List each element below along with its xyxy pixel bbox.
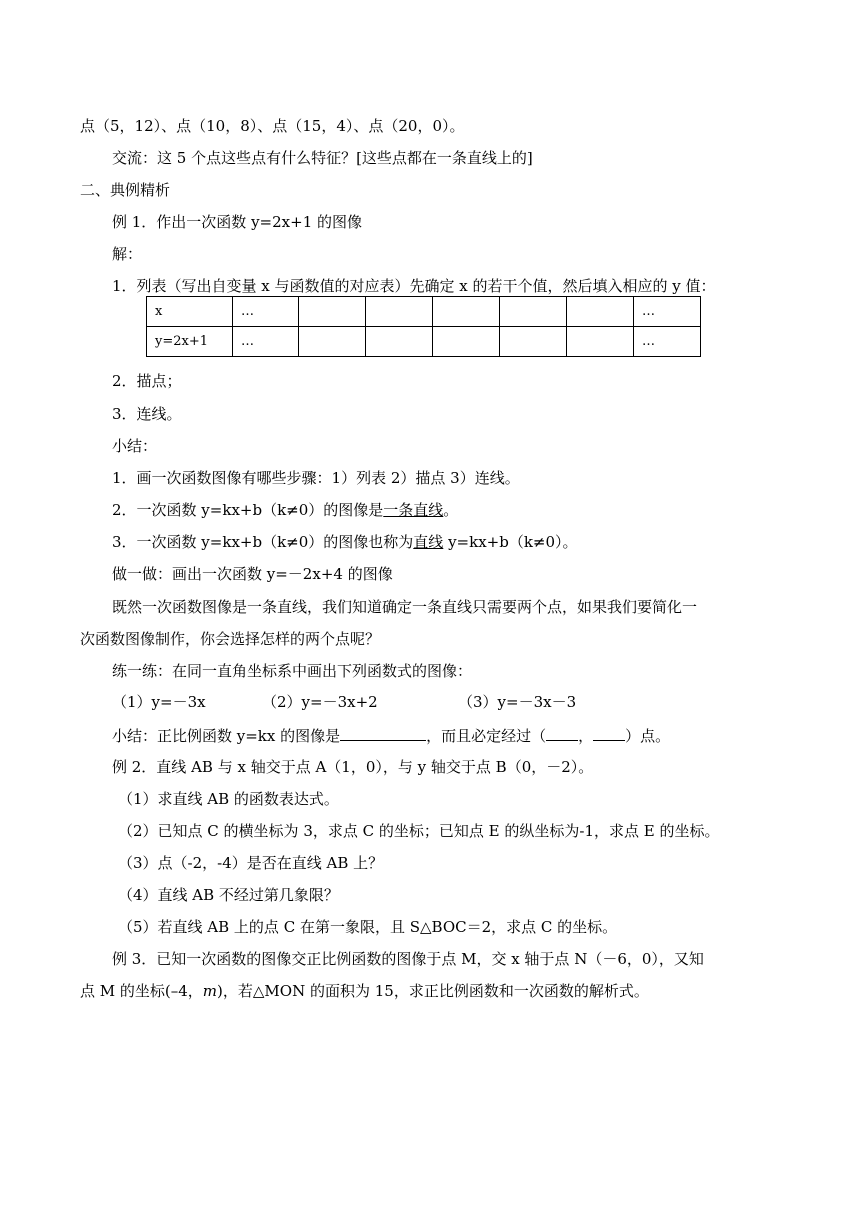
section-heading: 二、典例精析 [80,181,171,199]
table-cell [567,327,634,357]
text-line: 3．连线。 [112,405,182,423]
question-item: （3）点（-2，-4）是否在直线 AB 上？ [118,854,384,872]
table-cell: … [634,327,701,357]
table-cell: … [233,297,299,327]
text-line: 交流：这 5 个点这些点有什么特征？[这些点都在一条直线上的] [112,149,533,167]
text-line: 点（5，12）、点（10，8）、点（15，4）、点（20，0）。 [80,117,465,135]
example-title: 例 2．直线 AB 与 x 轴交于点 A（1，0），与 y 轴交于点 B（0，－2）。 [112,758,594,776]
text-line: 小结： [112,437,158,455]
text-span: ， [578,727,594,745]
text-span: 点 M 的坐标(–4， [80,982,203,1000]
text-span: ，而且必定经过（ [426,727,547,745]
table-cell [500,297,567,327]
text-span: 3．一次函数 y=kx+b（k≠0）的图像也称为 [112,533,414,551]
question-item: （5）若直线 AB 上的点 C 在第一象限，且 S△BOC＝2，求点 C 的坐标。 [118,918,618,936]
example-title: 例 1．作出一次函数 y=2x+1 的图像 [112,213,363,231]
example-title: 例 3．已知一次函数的图像交正比例函数的图像于点 M，交 x 轴于点 N（－6，0），又知 [112,950,704,968]
question-item: （2）已知点 C 的横坐标为 3，求点 C 的坐标；已知点 E 的纵坐标为-1，求点 E 的坐标。 [118,822,720,840]
table-cell: … [634,297,701,327]
text-span: 。 [443,501,459,519]
exercise-item: （1）y=－3x [112,693,206,711]
answer-blank [340,725,426,741]
text-line: 1．列表（写出自变量 x 与函数值的对应表）先确定 x 的若干个值，然后填入相应的 y 值： [112,277,716,295]
table-cell: y=2x+1 [147,327,233,357]
text-span: 2．一次函数 y=kx+b（k≠0）的图像是 [112,501,384,519]
underlined-answer: 一条直线 [383,501,444,519]
text-line [112,725,670,746]
text-line [112,532,578,552]
text-span: ）点。 [625,727,671,745]
answer-blank [593,725,625,741]
underlined-answer: 直线 [413,533,444,551]
table-cell [433,327,500,357]
table-cell [567,297,634,327]
text-span: 小结：正比例函数 y=kx 的图像是 [112,727,341,745]
table-cell [366,327,433,357]
table-cell [433,297,500,327]
table-cell: x [147,297,233,327]
table-row [147,297,701,327]
text-line: 次函数图像制作，你会选择怎样的两个点呢？ [80,630,381,648]
text-span: )，若△MON 的面积为 15，求正比例函数和一次函数的解析式。 [217,982,649,1000]
value-table [146,296,701,357]
text-span: y=kx+b（k≠0）。 [443,533,578,551]
question-item: （1）求直线 AB 的函数表达式。 [118,790,339,808]
table-row [147,327,701,357]
table-cell [366,297,433,327]
table-cell [299,297,366,327]
table-cell [299,327,366,357]
question-item: （4）直线 AB 不经过第几象限？ [118,886,339,904]
math-variable: m [202,982,218,1000]
answer-blank [546,725,578,741]
table-cell [500,327,567,357]
exercise-item: （2）y=－3x+2 [262,693,378,711]
text-line: 做一做：画出一次函数 y=－2x+4 的图像 [112,565,393,583]
text-line [80,981,649,1001]
text-line: 解： [112,245,143,263]
text-line: 既然一次函数图像是一条直线，我们知道确定一条直线只需要两个点，如果我们要简化一 [112,598,698,616]
text-line [112,500,458,520]
text-line: 练一练：在同一直角坐标系中画出下列函数式的图像： [112,662,473,680]
text-line: 2．描点； [112,372,182,390]
text-line: 1．画一次函数图像有哪些步骤：1）列表 2）描点 3）连线。 [112,469,520,487]
exercise-item: （3）y=－3x－3 [458,693,577,711]
table-cell: … [233,327,299,357]
